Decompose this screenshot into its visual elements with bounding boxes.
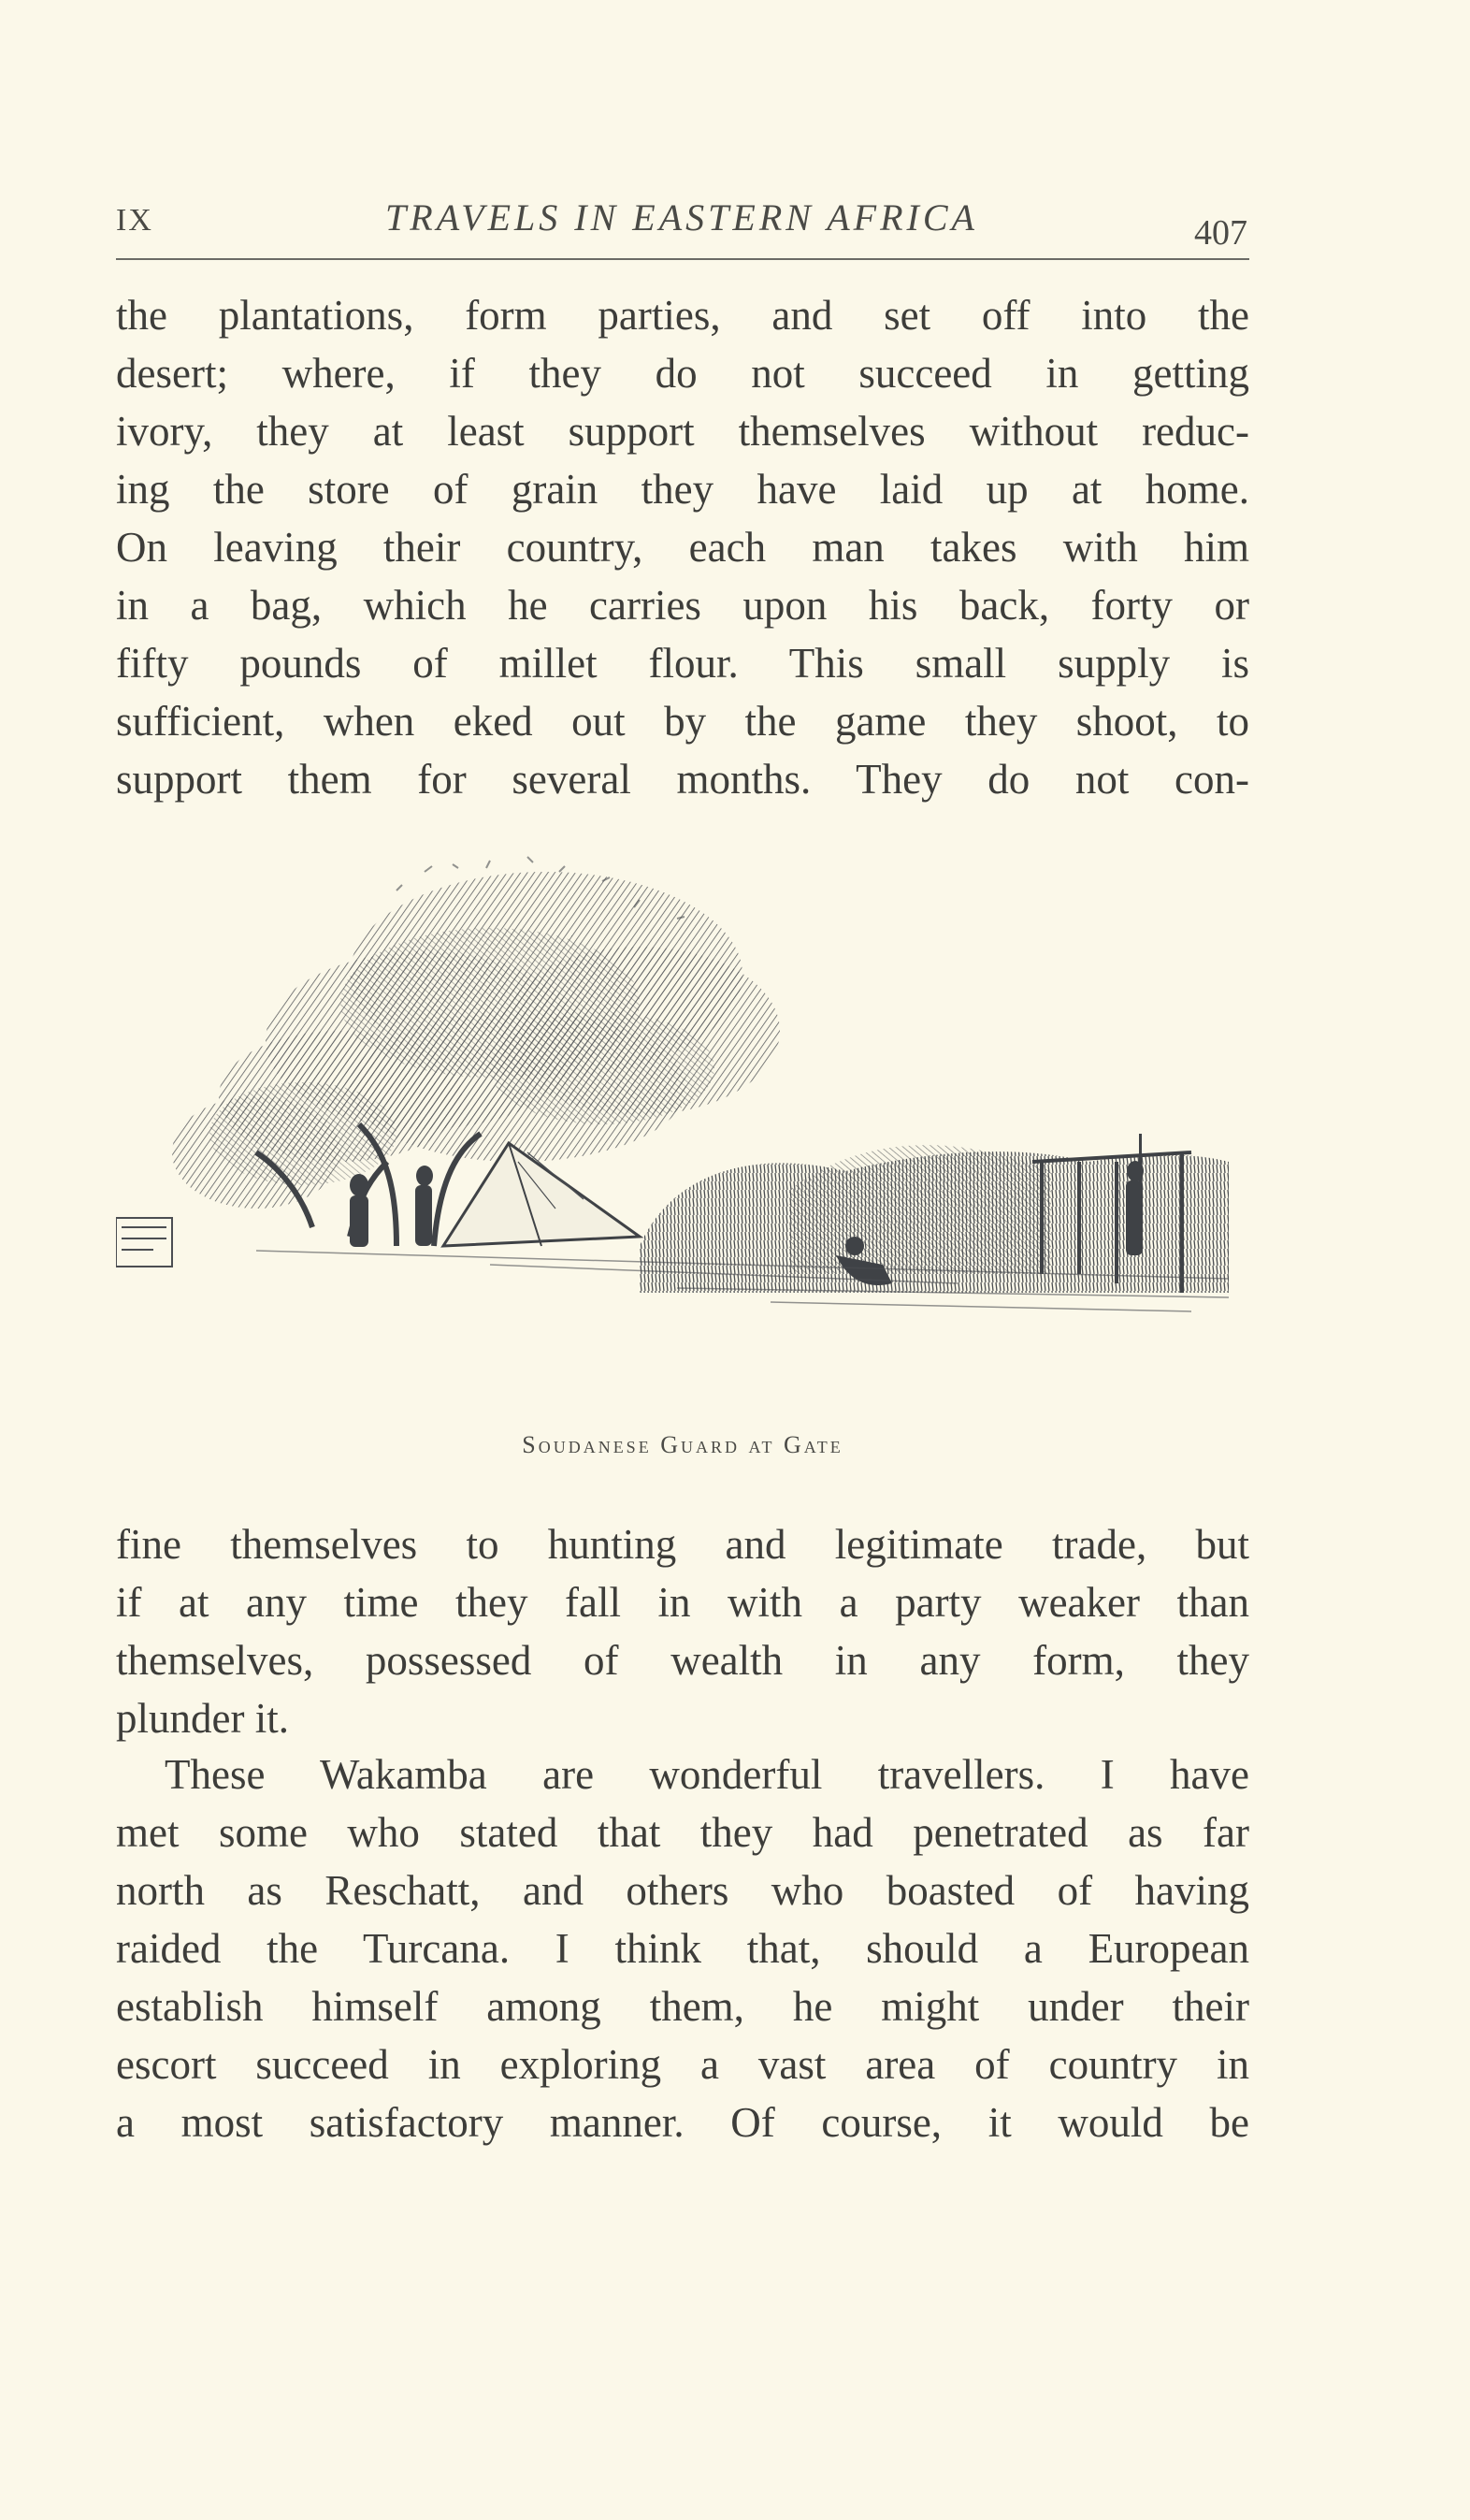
paragraph-1: [116, 286, 1249, 808]
text-line: support them for several months. They do not con-: [116, 756, 1249, 803]
text-line: themselves, possessed of wealth in any form, they: [116, 1637, 1249, 1684]
illustration-figure: [116, 853, 1247, 1433]
text-line: establish himself among them, he might under their: [116, 1983, 1249, 2030]
text-line: sufficient, when eked out by the game they shoot, to: [116, 698, 1249, 745]
text-line: These Wakamba are wonderful travellers. I have: [165, 1751, 1249, 1798]
engraving-camp-tent-trees-icon: [116, 853, 1247, 1433]
running-header: [116, 192, 1247, 253]
text-line: in a bag, which he carries upon his back, forty or: [116, 582, 1249, 629]
text-line: raided the Turcana. I think that, should a European: [116, 1925, 1249, 1972]
text-line: met some who stated that they had penetrated as far: [116, 1809, 1249, 1856]
text-line: the plantations, form parties, and set off into the: [116, 292, 1249, 339]
running-title: TRAVELS IN EASTERN AFRICA: [385, 196, 978, 239]
text-line: ivory, they at least support themselves without reduc-: [116, 408, 1249, 455]
chapter-number: IX: [116, 203, 153, 238]
page-number: 407: [1194, 213, 1247, 253]
text-line: a most satisfactory manner. Of course, it would be: [116, 2099, 1249, 2146]
paragraph-3: [116, 1745, 1249, 2151]
text-line: escort succeed in exploring a vast area of country in: [116, 2041, 1249, 2088]
figure-caption: Soudanese Guard at Gate: [522, 1431, 843, 1458]
paragraph-2: [116, 1515, 1249, 1747]
text-line: if at any time they fall in with a party weaker than: [116, 1579, 1249, 1626]
text-line: fine themselves to hunting and legitimate trade, but: [116, 1521, 1249, 1568]
text-line: fifty pounds of millet flour. This small supply is: [116, 640, 1249, 687]
text-line: desert; where, if they do not succeed in getting: [116, 350, 1249, 397]
text-line: plunder it.: [116, 1695, 289, 1742]
text-line: On leaving their country, each man takes with him: [116, 524, 1249, 571]
text-line: ing the store of grain they have laid up at home.: [116, 466, 1249, 513]
header-rule: [116, 258, 1249, 260]
text-line: north as Reschatt, and others who boasted of having: [116, 1867, 1249, 1914]
